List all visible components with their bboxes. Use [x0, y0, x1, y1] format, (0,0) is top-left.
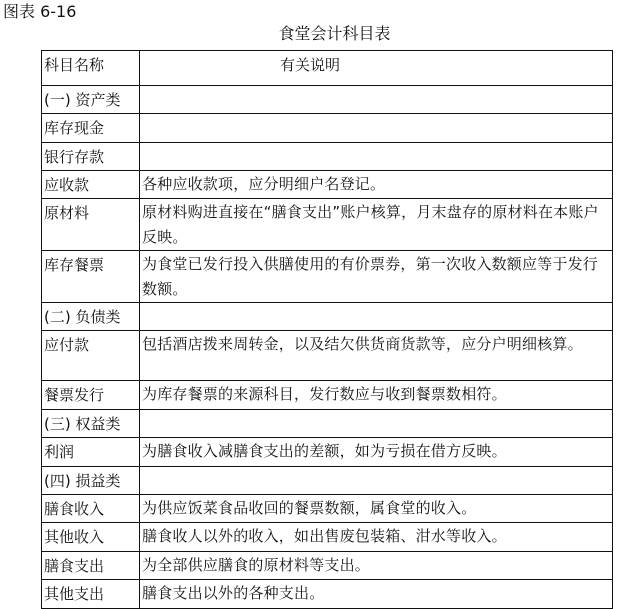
figure-label: 图表 6-16: [3, 2, 77, 21]
header-subject-name: 科目名称: [42, 51, 140, 86]
description-cell: 为膳食收入减膳食支出的差额，如为亏损在借方反映。: [140, 438, 613, 467]
subject-name-cell: 餐票发行: [42, 381, 140, 410]
subject-name-cell: (二) 负债类: [42, 303, 140, 331]
description-cell: 为库存餐票的来源科目，发行数应与收到餐票数相符。: [140, 381, 613, 410]
accounting-subjects-table: [41, 50, 613, 609]
subject-name-cell: 其他收入: [42, 523, 140, 552]
description-cell: [140, 143, 613, 171]
table-row: [42, 199, 613, 251]
table-row: [42, 438, 613, 467]
description-cell: 包括酒店拨来周转金，以及结欠供货商货款等，应分户明细核算。: [140, 331, 613, 381]
description-cell: 原材料购进直接在“膳食支出”账户核算，月末盘存的原材料在本账户反映。: [140, 199, 613, 251]
table-row: [42, 467, 613, 495]
subject-name-cell: 其他支出: [42, 580, 140, 609]
table-row: [42, 303, 613, 331]
description-cell: [140, 410, 613, 438]
table-row: [42, 523, 613, 552]
description-cell: 为全部供应膳食的原材料等支出。: [140, 552, 613, 580]
description-cell: 膳食支出以外的各种支出。: [140, 580, 613, 609]
table-body: [42, 86, 613, 609]
table-row: [42, 251, 613, 303]
subject-name-cell: 应收款: [42, 171, 140, 199]
description-cell: 为供应饭菜食品收回的餐票数额，属食堂的收入。: [140, 495, 613, 523]
table-title: 食堂会计科目表: [278, 24, 391, 43]
table-row: [42, 331, 613, 381]
description-cell: 各种应收款项，应分明细户名登记。: [140, 171, 613, 199]
subject-name-cell: 利润: [42, 438, 140, 467]
table-row: [42, 114, 613, 143]
description-cell: [140, 467, 613, 495]
table-row: [42, 381, 613, 410]
subject-name-cell: (三) 权益类: [42, 410, 140, 438]
table-row: [42, 552, 613, 580]
subject-name-cell: 原材料: [42, 199, 140, 251]
table-row: [42, 171, 613, 199]
description-cell: [140, 114, 613, 143]
subject-name-cell: 膳食支出: [42, 552, 140, 580]
table-row: [42, 143, 613, 171]
table-row: [42, 495, 613, 523]
table-row: [42, 410, 613, 438]
subject-name-cell: 银行存款: [42, 143, 140, 171]
description-cell: 为食堂已发行投入供膳使用的有价票券，第一次收入数额应等于发行数额。: [140, 251, 613, 303]
description-cell: 膳食收人以外的收入，如出售废包装箱、泔水等收入。: [140, 523, 613, 552]
subject-name-cell: 库存餐票: [42, 251, 140, 303]
description-cell: [140, 86, 613, 114]
subject-name-cell: (一) 资产类: [42, 86, 140, 114]
header-row: [42, 51, 613, 86]
table-row: [42, 580, 613, 609]
subject-name-cell: 库存现金: [42, 114, 140, 143]
table-row: [42, 86, 613, 114]
subject-name-cell: (四) 损益类: [42, 467, 140, 495]
subject-name-cell: 应付款: [42, 331, 140, 381]
subject-name-cell: 膳食收入: [42, 495, 140, 523]
description-cell: [140, 303, 613, 331]
header-description: 有关说明: [140, 51, 613, 86]
